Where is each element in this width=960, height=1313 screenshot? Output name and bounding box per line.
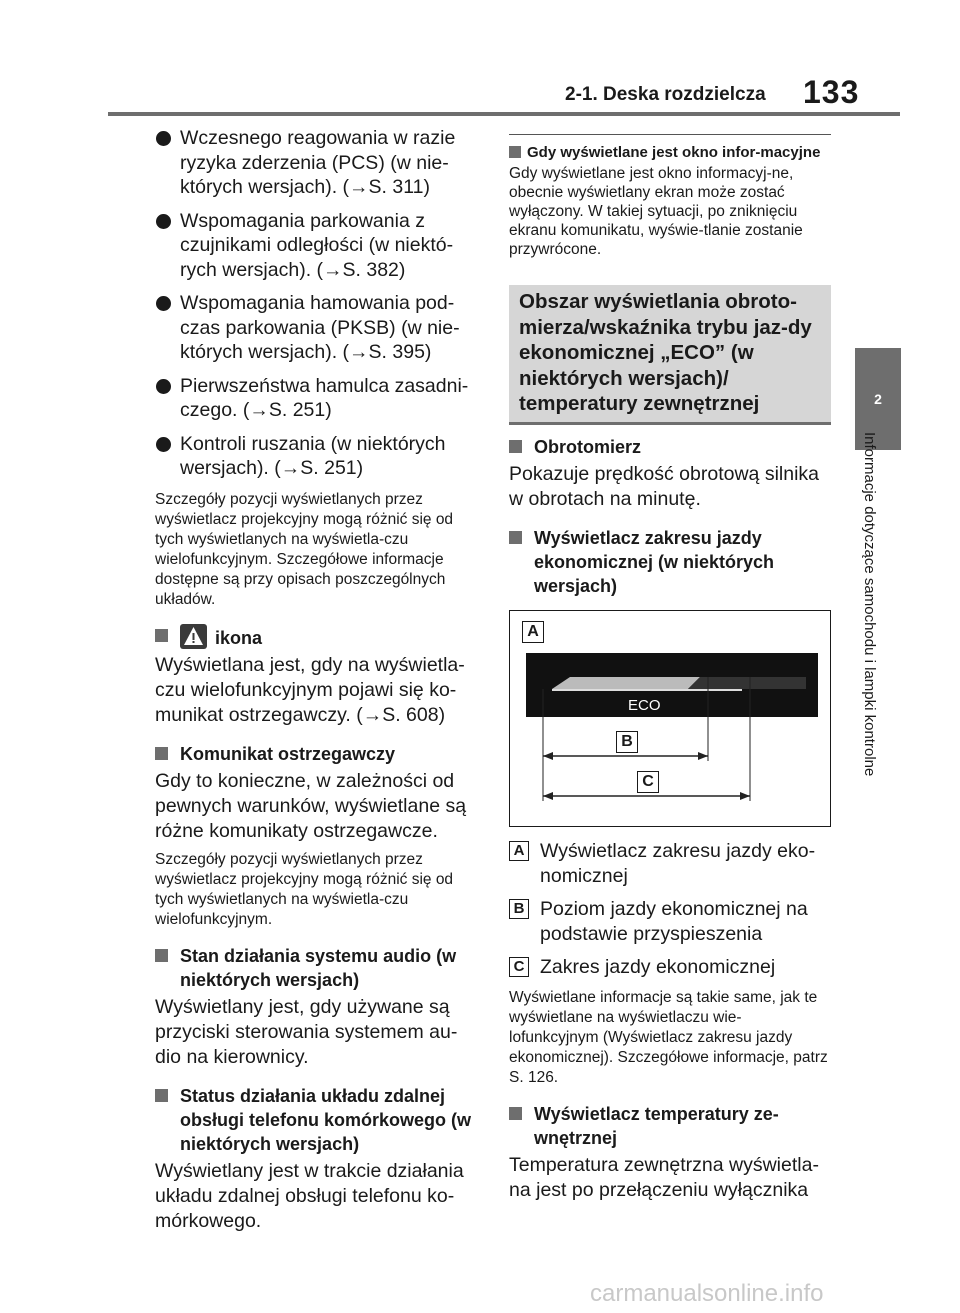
- legend-item: A Wyświetlacz zakresu jazdy eko-nomicznej: [509, 839, 831, 889]
- phone-heading: Status działania układu zdalnej obsługi telefonu komórkowego (w niektórych wersjach): [155, 1084, 480, 1156]
- list-item: Pierwszeństwa hamulca zasadni-czego. (→S. 251): [155, 374, 480, 423]
- legend-key: B: [509, 899, 529, 919]
- note-text: Szczegóły pozycji wyświetlanych przez wyświetlacz projekcyjny mogą różnić się od tych wyświetlanych na wyświetla-czu wielofunkcyjnym.: [155, 850, 454, 928]
- square-bullet-icon: [155, 1089, 168, 1102]
- tacho-body: Pokazuje prędkość obrotową silnika w obrotach na minutę.: [509, 462, 820, 510]
- left-column: [155, 126, 480, 1240]
- bullet-icon: [156, 437, 171, 452]
- bullet-icon: [156, 214, 171, 229]
- header-rule: [108, 112, 900, 116]
- list-item: Wspomagania parkowania z czujnikami odległości (w niektó-rych wersjach). (→S. 382): [155, 209, 480, 283]
- square-bullet-icon: [155, 629, 168, 642]
- audio-body: Wyświetlany jest, gdy używane są przyciski sterowania systemem au-dio na kierownicy.: [155, 995, 458, 1068]
- diagram-label-a: A: [522, 621, 544, 643]
- list-item: Wspomagania hamowania pod-czas parkowania (PKSB) (w nie-których wersjach). (→S. 395): [155, 291, 480, 365]
- phone-body: Wyświetlany jest w trakcie działania układu zdalnej obsługi telefonu ko-mórkowego.: [155, 1159, 464, 1232]
- right-column: [509, 126, 831, 1209]
- diagram-label-b: B: [616, 731, 638, 753]
- eco-indicator-text: ECO: [628, 696, 661, 714]
- square-bullet-icon: [509, 440, 522, 453]
- chapter-label: Informacje dotyczące samochodu i lampki kontrolne: [861, 432, 878, 777]
- chapter-tab[interactable]: 2: [855, 348, 901, 450]
- bullet-icon: [156, 379, 171, 394]
- section-rule: [509, 134, 831, 135]
- icon-heading: ikona: [155, 624, 480, 650]
- section-title: 2-1. Deska rozdzielcza: [565, 84, 766, 105]
- temp-body: Temperatura zewnętrzna wyświetla-na jest po przełączeniu wyłącznika: [509, 1153, 819, 1201]
- section-box-title: Obszar wyświetlania obroto-mierza/wskaźnika trybu jaz-dy ekonomicznej „ECO” (w niektórych wersjach)/ temperatury zewnętrznej: [509, 285, 831, 425]
- temp-heading: Wyświetlacz temperatury ze-wnętrznej: [509, 1102, 831, 1150]
- legend-key: A: [509, 841, 529, 861]
- info-heading: Gdy wyświetlane jest okno infor-macyjne: [509, 143, 831, 162]
- icon-body: Wyświetlana jest, gdy na wyświetla-czu wielofunkcyjnym pojawi się ko-munikat ostrzegawczy. (→S. 608): [155, 653, 465, 726]
- bullet-icon: [156, 296, 171, 311]
- square-bullet-icon: [509, 531, 522, 544]
- info-body: Gdy wyświetlane jest okno informacyj-ne, obecnie wyświetlany ekran może zostać wyłączony. W takiej sytuacji, po zniknięciu ekranu komunikatu, wyświe-tlanie zostanie przywrócone.: [509, 165, 803, 258]
- eco-heading: Wyświetlacz zakresu jazdy ekonomicznej (w niektórych wersjach): [509, 526, 831, 598]
- warning-body: Gdy to konieczne, w zależności od pewnych warunków, wyświetlane są różne komunikaty ostrzegawcze.: [155, 769, 467, 842]
- square-bullet-icon: [509, 146, 521, 158]
- legend-item: C Zakres jazdy ekonomicznej: [509, 955, 831, 980]
- bullet-icon: [156, 131, 171, 146]
- warning-heading: Komunikat ostrzegawczy: [155, 742, 480, 766]
- square-bullet-icon: [509, 1107, 522, 1120]
- square-bullet-icon: [155, 949, 168, 962]
- eco-diagram-graphic: [510, 611, 830, 826]
- watermark: carmanualsonline.info: [590, 1280, 824, 1307]
- note-text: Szczegóły pozycji wyświetlanych przez wyświetlacz projekcyjny mogą różnić się od tych wyświetlanych na wyświetla-czu wielofunkcyjnym. Szczegółowe informacje dostępne są przy opisach poszczególnych układów.: [155, 490, 454, 608]
- audio-heading: Stan działania systemu audio (w niektórych wersjach): [155, 944, 480, 992]
- square-bullet-icon: [155, 747, 168, 760]
- legend-item: B Poziom jazdy ekonomicznej na podstawie przyspieszenia: [509, 897, 831, 947]
- diagram-label-c: C: [637, 771, 659, 793]
- eco-note: Wyświetlane informacje są takie same, jak te wyświetlane na wyświetlaczu wie-lofunkcyjnym (Wyświetlacz zakresu jazdy ekonomicznej). Szczegółowe informacje, patrz S. 126.: [509, 988, 828, 1086]
- legend-key: C: [509, 957, 529, 977]
- page-number: 133: [803, 74, 860, 110]
- list-item: Wczesnego reagowania w razie ryzyka zderzenia (PCS) (w nie-których wersjach). (→S. 311): [155, 126, 480, 200]
- tacho-heading: Obrotomierz: [509, 435, 831, 459]
- eco-display-diagram: [509, 610, 831, 827]
- warning-icon: [180, 624, 207, 649]
- list-item: Kontroli ruszania (w niektórych wersjach). (→S. 251): [155, 432, 480, 481]
